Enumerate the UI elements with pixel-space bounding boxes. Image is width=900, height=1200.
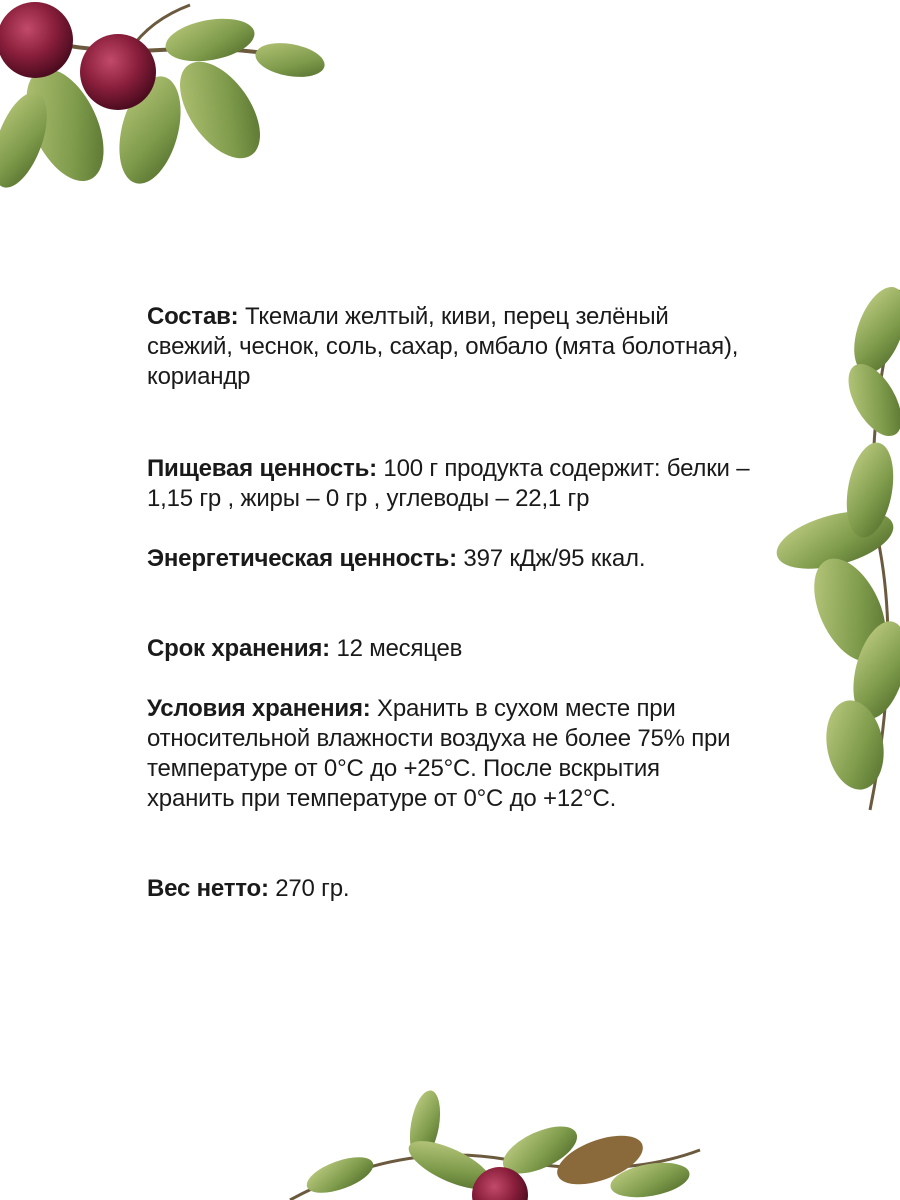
composition-value: Ткемали желтый, киви, перец зелёный свежий, чеснок, соль, сахар, омбало (мята болотная), кориандр [147, 303, 739, 390]
storage-conditions-paragraph [147, 694, 737, 814]
net-weight-value: 270 гр. [268, 875, 350, 902]
energy-paragraph [147, 544, 767, 574]
leaf-branch-right-illustration [760, 290, 900, 810]
plum-branch-bottom-illustration [230, 1080, 700, 1200]
net-weight-paragraph [147, 874, 747, 904]
plum-branch-top-left-illustration [0, 0, 330, 230]
shelf-life-label: Срок хранения: [147, 635, 330, 662]
energy-value: 397 кДж/95 ккал. [456, 545, 646, 572]
composition-paragraph [147, 302, 747, 392]
composition-label: Состав: [147, 303, 239, 330]
storage-conditions-value: Хранить в сухом месте при относительной влажности воздуха не более 75% при температуре от 0°С до +25°С. После вскрытия хранить при температуре от 0°С до +12°С. [147, 695, 731, 812]
nutrition-label: Пищевая ценность: [147, 455, 377, 482]
nutrition-paragraph [147, 454, 767, 514]
net-weight-label: Вес нетто: [147, 875, 269, 902]
energy-label: Энергетическая ценность: [147, 545, 457, 572]
storage-conditions-label: Условия хранения: [147, 695, 371, 722]
shelf-life-value: 12 месяцев [329, 635, 463, 662]
nutrition-value: 100 г продукта содержит: белки – 1,15 гр , жиры – 0 гр , углеводы – 22,1 гр [147, 455, 750, 512]
shelf-life-paragraph [147, 634, 767, 664]
